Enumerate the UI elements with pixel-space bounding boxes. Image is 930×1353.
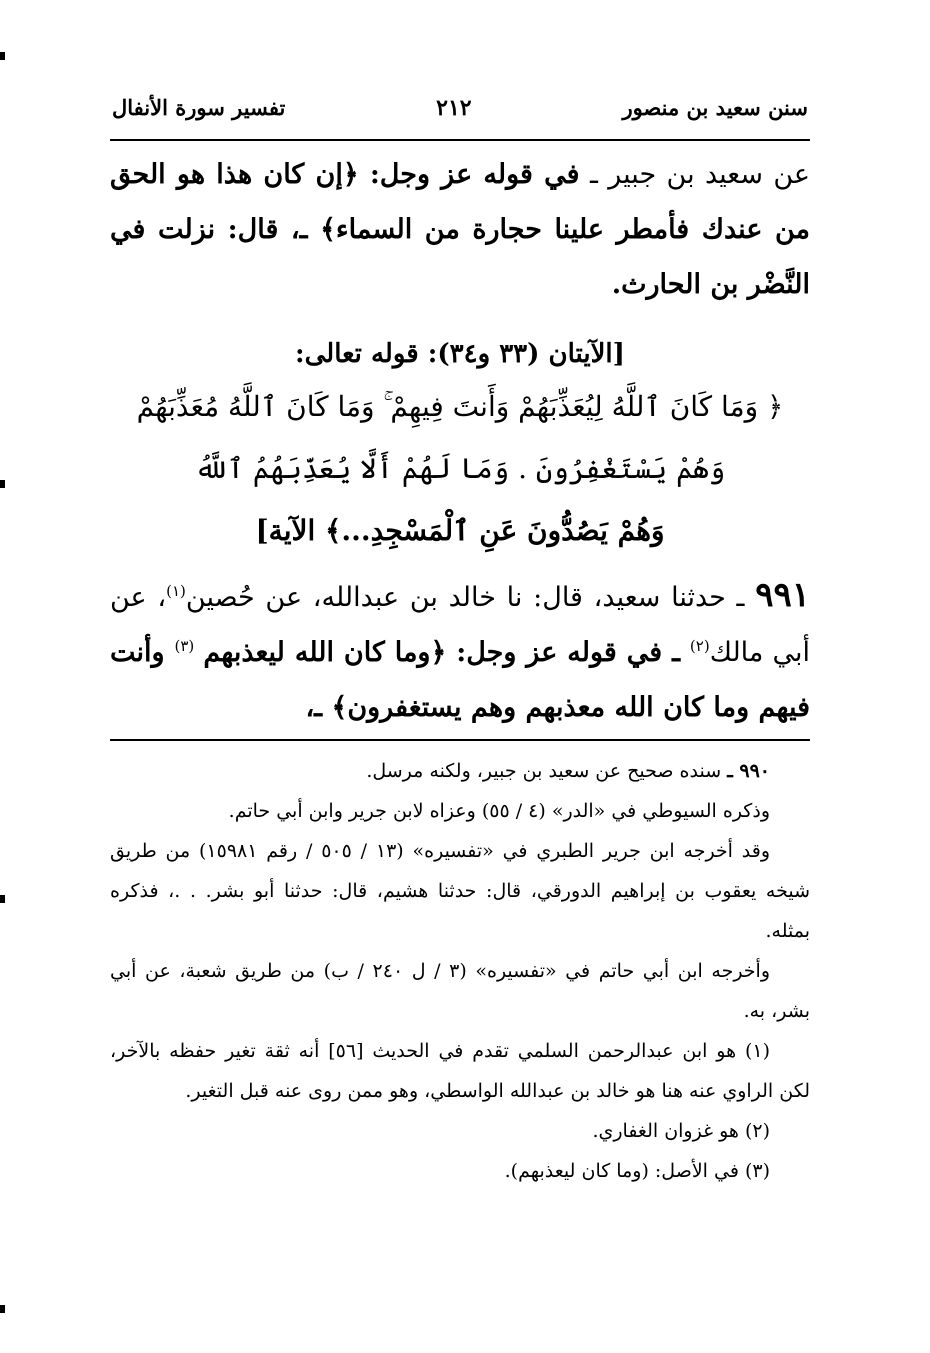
footnote-line-3: وقد أخرجه ابن جرير الطبري في «تفسيره» (١٣ / ٥٠٥ / رقم ١٥٩٨١) من طريق شيخه يعقوب بن إبراهيم الدورقي، قال: حدثنا هشيم، قال: حدثنا أبو بشر. . .، فذكره بمثله.: [110, 840, 810, 942]
quran-verse: [110, 376, 810, 562]
hadith-paragraph: [110, 568, 810, 741]
margin-mark-4: [0, 1305, 5, 1313]
intro-paragraph: [110, 147, 810, 312]
hadith-number: ٩٩١: [755, 575, 810, 615]
footnote-990-label: ٩٩٠ ـ: [727, 760, 770, 782]
hadith-part-1: ـ حدثنا سعيد، قال: نا خالد بن عبدالله، عن حُصين: [185, 582, 756, 613]
footnote-ref-1: (١): [166, 582, 186, 600]
footnote-2: (٢) هو غزوان الغفاري.: [592, 1120, 770, 1142]
running-header: [110, 95, 810, 141]
footnote-3: (٣) في الأصل: (وما كان ليعذبهم).: [504, 1160, 770, 1182]
footnotes: [110, 751, 810, 1191]
intro-plain: عن سعيد بن جبير ـ: [589, 159, 810, 190]
margin-mark-1: [0, 52, 5, 60]
hadith-part-3: ـ في قوله عز وجل: ﴿وما كان الله ليعذبهم: [203, 637, 690, 668]
footnote-990: [110, 751, 810, 791]
margin-mark-3: [0, 895, 5, 903]
hadith-part-4: وأنت فيهم وما كان الله معذبهم وهم يستغفرون﴾ ـ،: [110, 637, 810, 723]
margin-mark-2: [0, 480, 5, 488]
hadith-part-2: ، عن أبي مالك: [110, 582, 810, 668]
verse-line-2: وَهُمْ يَسْتَغْفِرُونَ . وَمَا لَهُمْ أَلَّا يُعَذِّبَهُمُ ٱللَّهُ: [194, 452, 726, 485]
page-number: ٢١٢: [436, 95, 472, 121]
section-heading: [الآيتان (٣٣ و٣٤): قوله تعالى:: [295, 339, 625, 369]
footnote-ref-2: (٢): [689, 637, 710, 655]
section-title: تفسير سورة الأنفال: [112, 95, 286, 120]
footnote-line-2: وذكره السيوطي في «الدر» (٤ / ٥٥) وعزاه لابن جرير وابن أبي حاتم.: [228, 800, 770, 822]
footnote-990-text: سنده صحيح عن سعيد بن جبير، ولكنه مرسل.: [366, 760, 728, 782]
footnote-line-4: وأخرجه ابن أبي حاتم في «تفسيره» (٣ / ل ٢٤٠ / ب) من طريق شعبة، عن أبي بشر، به.: [110, 960, 810, 1022]
page: [110, 95, 810, 1191]
verse-line-1: ﴿ وَمَا كَانَ ٱللَّهُ لِيُعَذِّبَهُمْ وَأَنتَ فِيهِمْ ۚ وَمَا كَانَ ٱللَّهُ مُعَذِّبَهُمْ: [136, 390, 784, 423]
verse-line-3: وَهُمْ يَصُدُّونَ عَنِ ٱلْمَسْجِدِ...﴾ الآية]: [255, 514, 665, 547]
footnote-ref-3: (٣): [174, 637, 195, 655]
book-title: سنن سعيد بن منصور: [622, 95, 808, 120]
intro-bold: في قوله عز وجل: ﴿إن كان هذا هو الحق من عندك فأمطر علينا حجارة من السماء﴾ ـ، قال: نزلت في النَّضْر بن الحارث.: [110, 159, 810, 300]
footnote-1: (١) هو ابن عبدالرحمن السلمي تقدم في الحديث [٥٦] أنه ثقة تغير حفظه بالآخر، لكن الراوي عنه هنا هو خالد بن عبدالله الواسطي، وهو ممن روى عنه قبل التغير.: [110, 1040, 810, 1102]
